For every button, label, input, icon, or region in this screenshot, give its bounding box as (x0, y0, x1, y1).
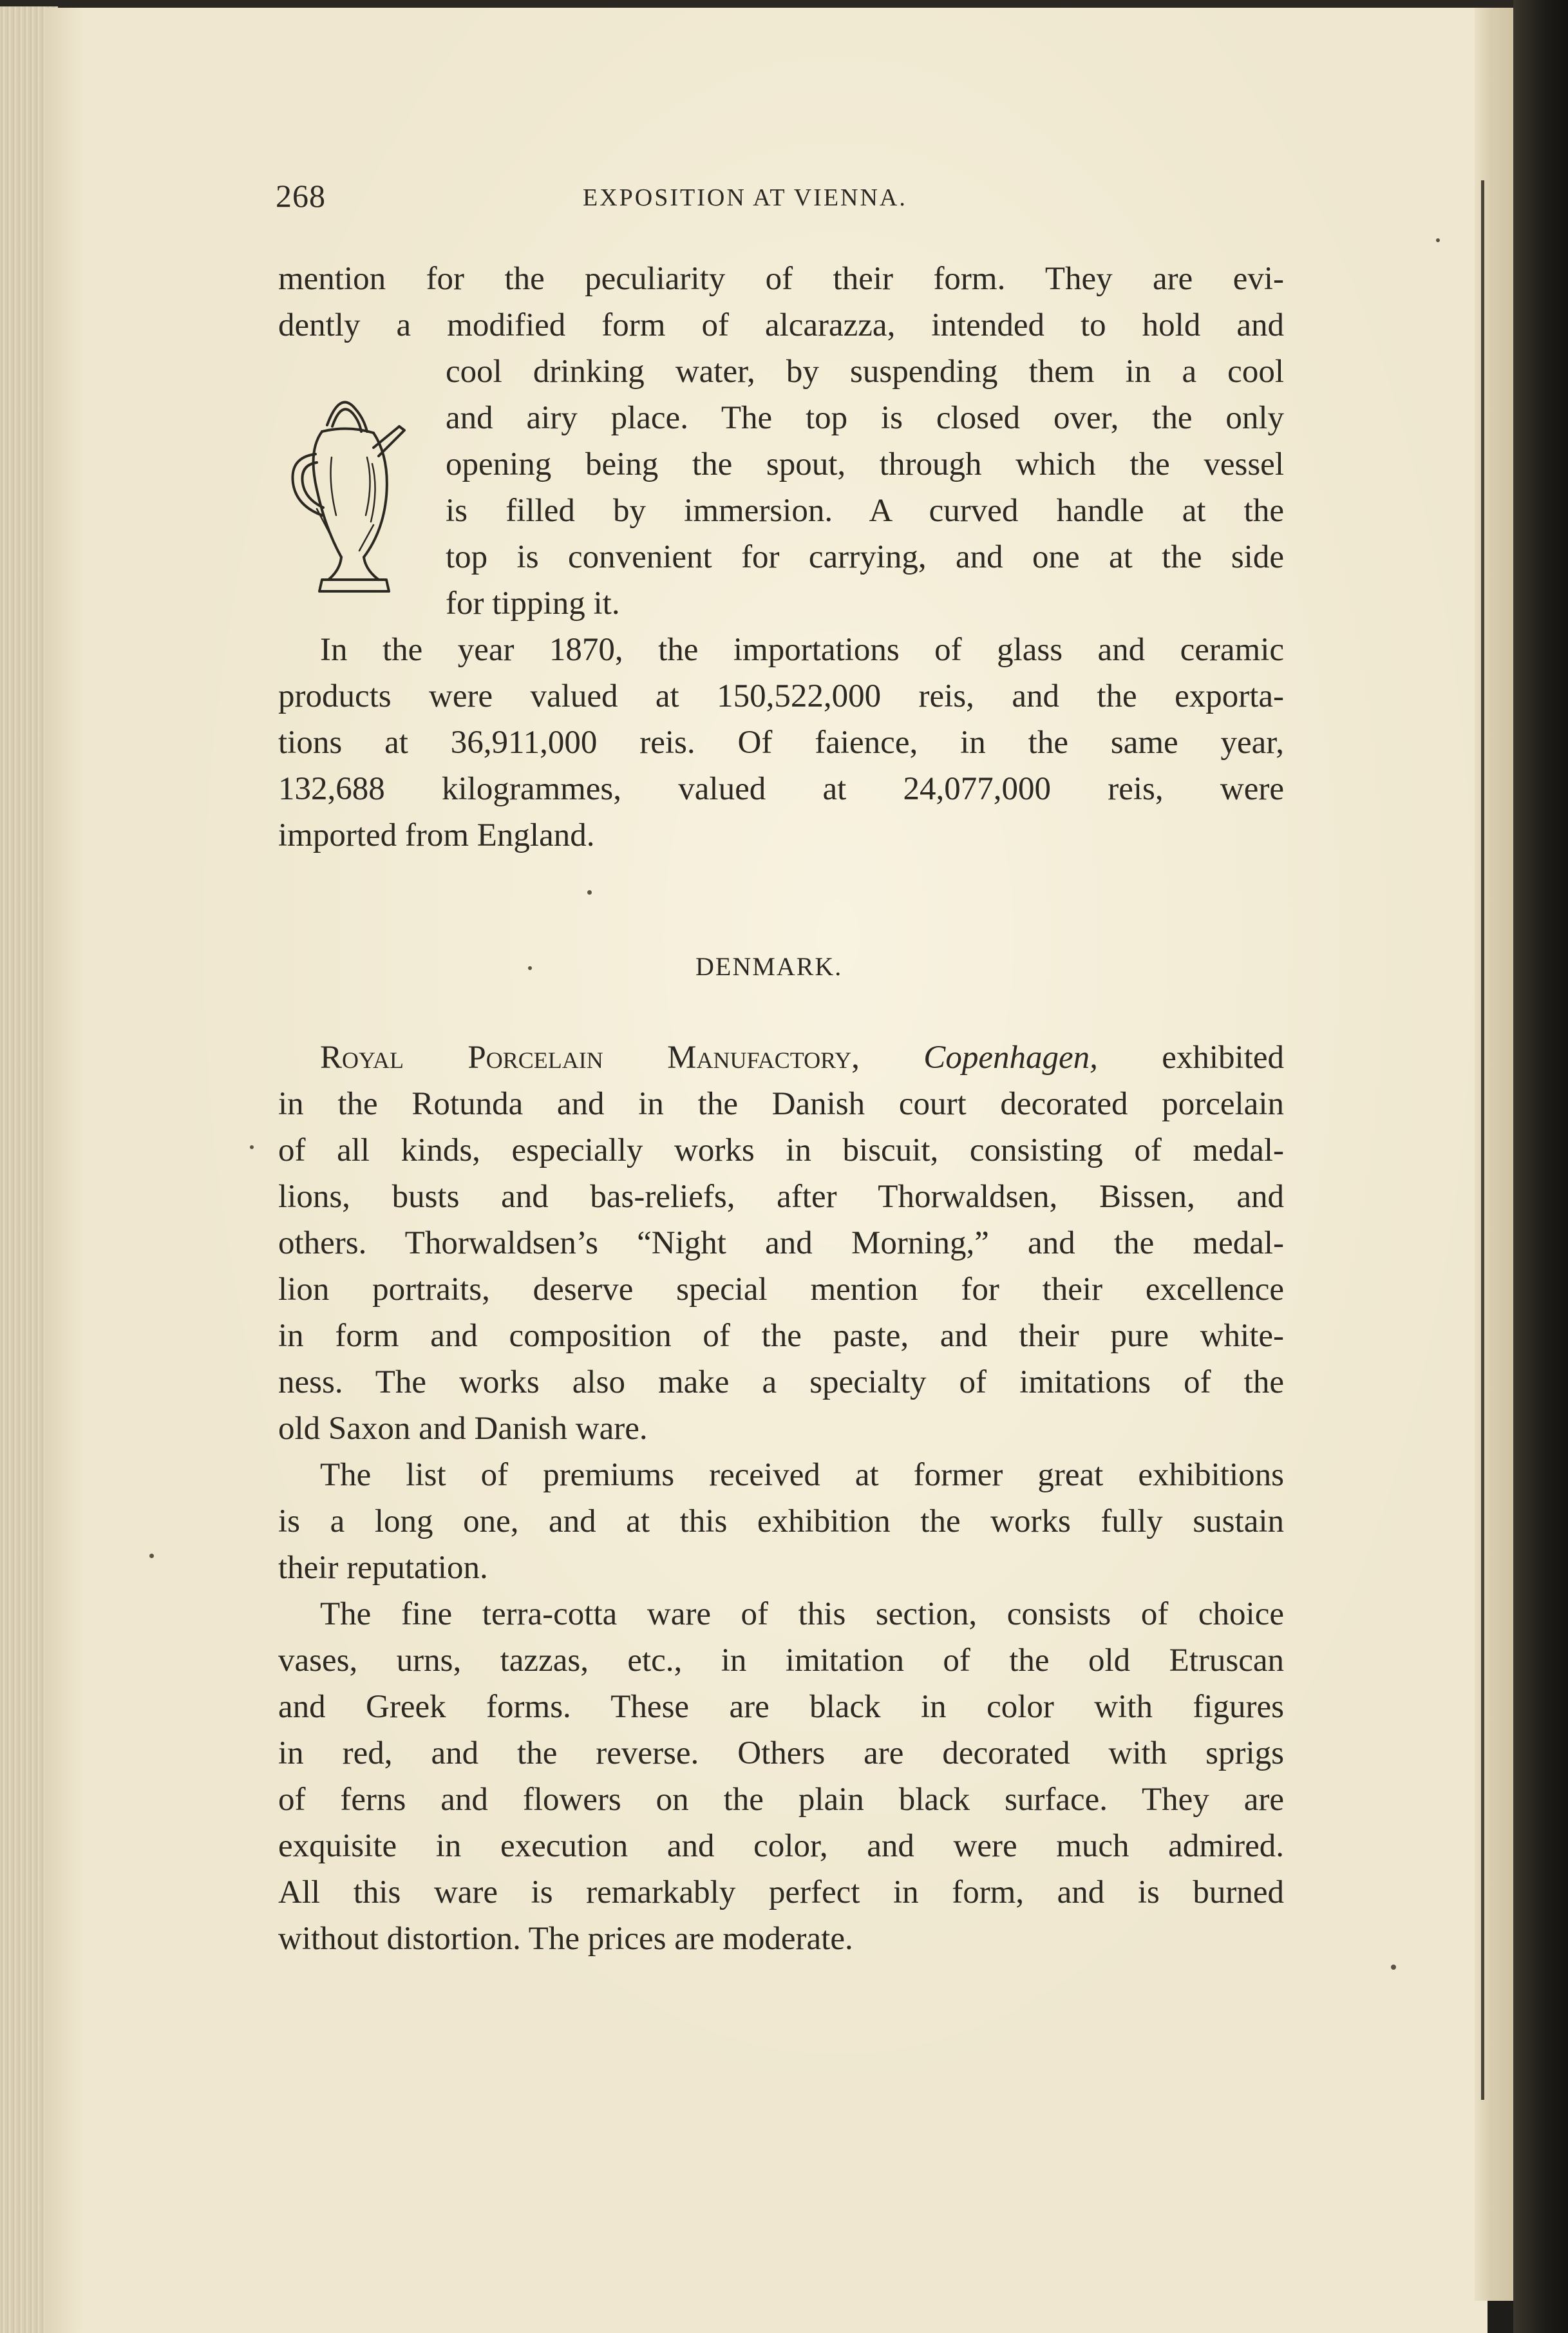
section-heading: DENMARK. (695, 952, 843, 981)
text-line-lead (320, 1038, 1284, 1077)
text-line: their reputation. (278, 1550, 488, 1586)
text-line: and airy place. The top is closed over, the only (446, 400, 1284, 436)
book-cover-strip (1513, 0, 1568, 2333)
city-name: Copenhagen, (923, 1040, 1098, 1076)
text-line: in red, and the reverse. Others are decorated with sprigs (278, 1735, 1284, 1771)
text-line: In the year 1870, the importations of glass and ceramic (320, 632, 1284, 668)
text-line: is a long one, and at this exhibition the works fully sustain (278, 1503, 1284, 1539)
manufactory-name: Royal Porcelain Manufactory, (320, 1040, 860, 1076)
paper-speck (149, 1554, 154, 1558)
text-line: The fine terra-cotta ware of this section, consists of choice (320, 1596, 1284, 1632)
paper-speck (250, 1145, 254, 1149)
lead-rest: exhibited (1162, 1040, 1284, 1076)
text-line: lions, busts and bas-reliefs, after Thorwaldsen, Bissen, and (278, 1179, 1284, 1215)
text-line: in form and composition of the paste, and their pure white- (278, 1318, 1284, 1354)
text-line: and Greek forms. These are black in color with figures (278, 1689, 1284, 1725)
paper-speck (528, 966, 532, 970)
text-line: lion portraits, deserve special mention for their excellence (278, 1271, 1284, 1308)
alcarazza-vessel-icon (277, 386, 431, 605)
text-line: old Saxon and Danish ware. (278, 1411, 648, 1447)
text-line: exquisite in execution and color, and were much admired. (278, 1828, 1284, 1864)
text-line: products were valued at 150,522,000 reis, and the exporta- (278, 678, 1284, 714)
text-line: others. Thorwaldsen’s “Night and Morning,” and the medal- (278, 1225, 1284, 1261)
running-head: EXPOSITION AT VIENNA. (583, 184, 907, 211)
text-line: opening being the spout, through which the vessel (446, 446, 1284, 482)
page-number: 268 (276, 178, 326, 214)
text-line: for tipping it. (446, 586, 620, 622)
text-line: mention for the peculiarity of their form. They are evi- (278, 261, 1284, 297)
text-line: of all kinds, especially works in biscuit, consisting of medal- (278, 1132, 1284, 1168)
gutter-edge (1475, 8, 1513, 2301)
text-line: 132,688 kilogrammes, valued at 24,077,000 reis, were (278, 771, 1284, 807)
paper-speck (587, 890, 592, 895)
text-line: dently a modified form of alcarazza, intended to hold and (278, 307, 1284, 343)
text-line: is filled by immersion. A curved handle at the (446, 493, 1284, 529)
binding-thread (1481, 180, 1484, 2100)
text-line: in the Rotunda and in the Danish court decorated porcelain (278, 1086, 1284, 1122)
text-line: The list of premiums received at former great exhibitions (320, 1457, 1284, 1493)
text-line: imported from England. (278, 817, 595, 853)
text-line: ness. The works also make a specialty of imitations of the (278, 1364, 1284, 1400)
text-line: vases, urns, tazzas, etc., in imitation of the old Etruscan (278, 1643, 1284, 1679)
text-line: cool drinking water, by suspending them in a cool (446, 354, 1284, 390)
text-line: without distortion. The prices are moderate. (278, 1921, 853, 1957)
text-line: All this ware is remarkably perfect in form, and is burned (278, 1874, 1284, 1910)
text-line: tions at 36,911,000 reis. Of faience, in the same year, (278, 725, 1284, 761)
paper-speck (1436, 238, 1440, 242)
top-cover-edge (0, 0, 1568, 8)
paper-speck (1391, 1965, 1396, 1970)
text-line: of ferns and flowers on the plain black surface. They are (278, 1782, 1284, 1818)
text-line: top is convenient for carrying, and one at the side (446, 539, 1284, 575)
